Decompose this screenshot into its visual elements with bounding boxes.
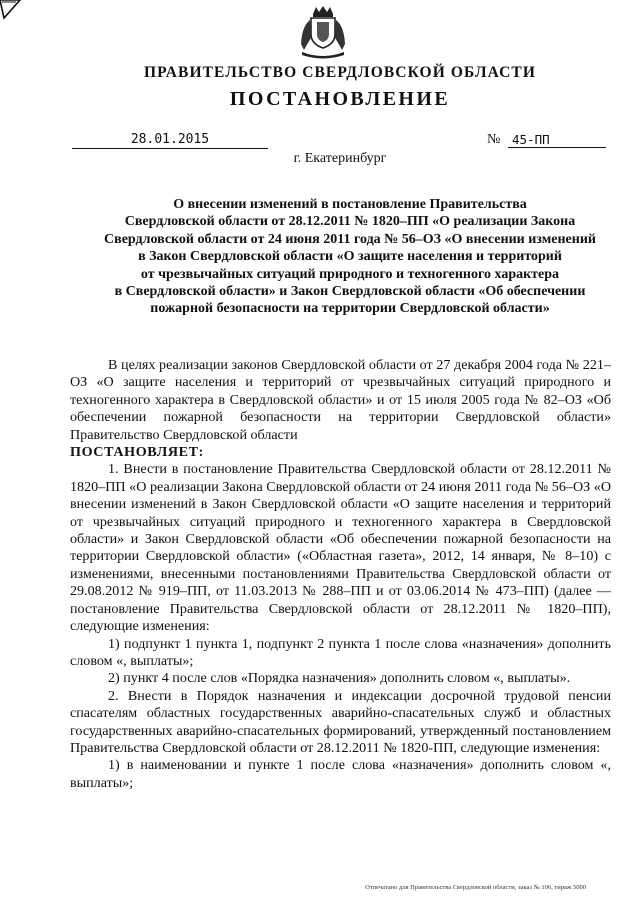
number-sign: № xyxy=(487,132,501,147)
title-line: в Закон Свердловской области «О защите населения и территорий xyxy=(138,249,562,265)
coat-of-arms-icon xyxy=(298,4,348,60)
decree-keyword: ПОСТАНОВЛЯЕТ: xyxy=(70,444,204,461)
document-number: 45-ПП xyxy=(508,131,606,148)
government-name: ПРАВИТЕЛЬСТВО СВЕРДЛОВСКОЙ ОБЛАСТИ xyxy=(143,64,536,81)
document-title xyxy=(66,196,634,318)
corner-mark-icon xyxy=(0,0,22,20)
paragraph-item-2: 2. Внести в Порядок назначения и индексации досрочной трудовой пенсии спасателям областных государственных аварийно-спасательных служб и областных государственных аварийно-спасательных формирований, утвержденный постановлением Правительства Свердловской области от 28.12.2011 № 1820-ПП, следующие изменения: xyxy=(70,687,611,756)
title-line: пожарной безопасности на территории Свердловской области» xyxy=(150,301,550,317)
paragraph-subitem-1-1: 1) подпункт 1 пункта 1, подпункт 2 пункта 1 после слова «назначения» дополнить словом «, выплаты»; xyxy=(70,635,611,669)
document-body xyxy=(70,357,611,792)
title-line: О внесении изменений в постановление Правительства xyxy=(173,197,527,212)
paragraph-item-1: 1. Внести в постановление Правительства Свердловской области от 28.12.2011 № 1820–ПП «О реализации Закона Свердловской области от 24 июня 2011 года № 56–ОЗ «О внесении изменений в Закон Свердловской области «О защите населения и территорий от чрезвычайных ситуаций природного и техногенного характера в Свердловской области» и Закон Свердловской области «Об обеспечении пожарной безопасности на территории Свердловской области» («Областная газета», 2012, 14 января, № 8–10) с изменениями, внесенными постановлениями Правительства Свердловской области от 29.08.2012 № 919–ПП, от 11.03.2013 № 288–ПП и от 03.06.2014 № 473–ПП) (далее — постановление Правительства Свердловской области от 28.12.2011 № 1820–ПП), следующие изменения: xyxy=(70,461,611,635)
print-footer: Отпечатано для Правительства Свердловской области, заказ № 106, тираж 5000 xyxy=(365,884,586,891)
title-line: от чрезвычайных ситуаций природного и техногенного характера xyxy=(140,266,560,282)
paragraph-subitem-2-1: 1) в наименовании и пункте 1 после слова «назначения» дополнить словом «, выплаты»; xyxy=(70,757,611,791)
city: г. Екатеринбург xyxy=(293,151,387,166)
title-line: Свердловской области от 28.12.2011 № 1820–ПП «О реализации Закона xyxy=(124,214,576,230)
document-type: ПОСТАНОВЛЕНИЕ xyxy=(229,88,451,110)
paragraph-subitem-1-2: 2) пункт 4 после слов «Порядка назначения» дополнить словом «, выплаты». xyxy=(108,670,571,687)
paragraph-preamble: В целях реализации законов Свердловской области от 27 декабря 2004 года № 221–ОЗ «О защите населения и территорий от чрезвычайных ситуаций природного и техногенного характера в Свердловской области» и от 15 июля 2005 года № 82–ОЗ «Об обеспечении пожарной безопасности на территории Свердловской области» Правительство Свердловской области xyxy=(70,357,611,443)
document-date: 28.01.2015 xyxy=(72,131,268,149)
title-line: Свердловской области от 24 июня 2011 года № 56–ОЗ «О внесении изменений xyxy=(104,231,596,247)
title-line: в Свердловской области» и Закон Свердловской области «Об обеспечении xyxy=(114,284,586,300)
